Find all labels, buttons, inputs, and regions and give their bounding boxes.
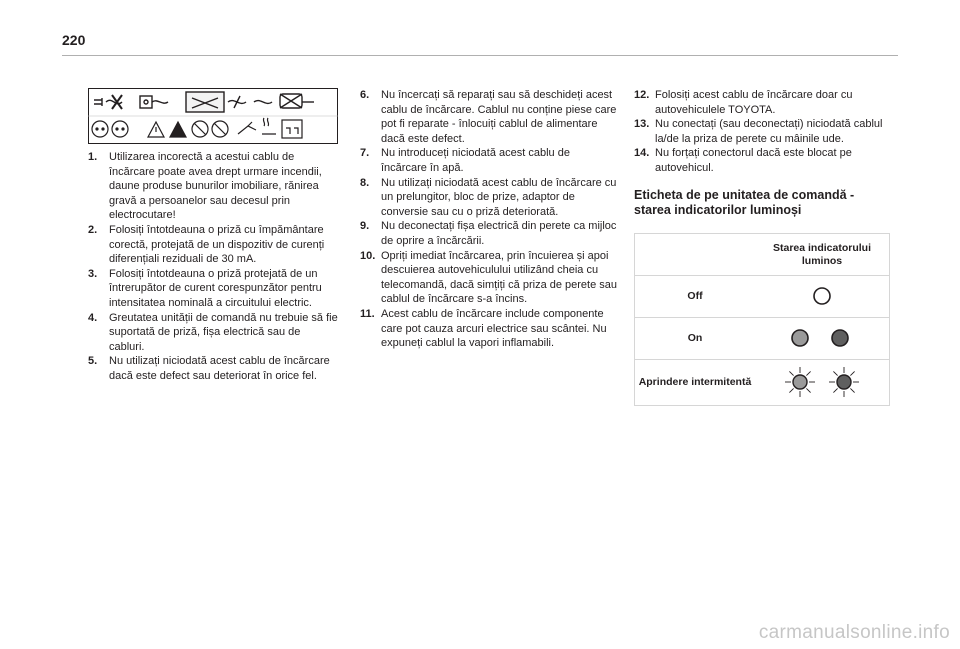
header-divider [62,55,898,56]
list-item: 13. Nu conectați (sau deconectați) niciodată cablul la/de la priza de perete cu mâinile ude. [634,118,883,145]
warning-list-left [88,150,338,384]
list-item: 14. Nu forțați conectorul dacă este blocat pe autovehicul. [634,147,852,174]
table-row [635,275,890,317]
watermark-brand: carmanualsonline.info [758,622,950,643]
table-header-status: Starea indicatorului luminos [755,233,890,275]
middle-column [360,88,618,351]
list-item: 8. Nu utilizați niciodată acest cablu de încărcare cu un prelungitor, bloc de prize, adaptor de conversie sau cu o priză deteriorată. [360,176,617,218]
section-title: Eticheta de pe unitatea de comandă - starea indicatorilor luminoși [634,187,855,217]
table-row [635,317,890,359]
list-item: 11. Acest cablu de încărcare include componente care pot cauza arcuri electrice sau scântei. Nu expuneți cablul la vapori inflamabili. [360,307,607,350]
right-column [634,88,892,406]
indicator-status-table [634,233,890,406]
left-column [88,88,338,384]
warning-list-middle [360,88,618,351]
list-item: 12. Folosiți acest cablu de încărcare doar cu autovehiculele TOYOTA. [634,89,853,116]
list-item: 9. Nu deconectați fișa electrică din perete ca mijloc de oprire a încărcării. [360,220,617,247]
list-item: 3. Folosiți întotdeauna o priză protejată de un întrerupător de curent corespunzător pentru intensitatea nominală a circuitului electric. [88,267,322,309]
list-item: 10. Opriți imediat încărcarea, prin încuierea și apoi descuierea autovehiculului utilizând cheia cu telecomandă, dacă simțiți că priza de perete sau cablul de încărcare s-a încins. [360,249,618,306]
lamp-flashing-icon [784,366,860,398]
list-item: 6. Nu încercați să reparați sau să deschideți acest cablu de încărcare. Cablul nu conține piese care pot fi reparate - înlocuiți cablul de alimentare dacă este defect. [360,89,617,145]
list-item: 1. Utilizarea incorectă a acestui cablu de încărcare poate avea drept urmare incendii, daune produse bunurilor imobiliare, rănirea gravă a persoanelor sau decesul prin electrocutare! [88,151,322,222]
warning-list-right [634,88,892,176]
lamp-on-icon [787,328,857,348]
row-label-off: Off [635,275,756,317]
lamp-off-icon [812,286,832,306]
table-header-empty [635,233,756,275]
list-item: 7. Nu introduceți niciodată acest cablu de încărcare în apă. [360,147,570,174]
list-item: 4. Greutatea unității de comandă nu trebuie să fie suportată de priză, fișa electrică sau de cabluri. [88,311,338,353]
charging-cable-warning-pictograms-icon [88,88,338,144]
list-item: 5. Nu utilizați niciodată acest cablu de încărcare dacă este defect sau deteriorat în orice fel. [88,355,330,382]
list-item: 2. Folosiți întotdeauna o priză cu împământare corectă, protejată de un dispozitiv de curenți diferențiali reziduali de 30 mA. [88,223,325,266]
table-row [635,359,890,405]
row-label-flashing: Aprindere intermitentă [635,359,756,405]
row-label-on: On [635,317,756,359]
page-number: 220 [62,32,86,48]
